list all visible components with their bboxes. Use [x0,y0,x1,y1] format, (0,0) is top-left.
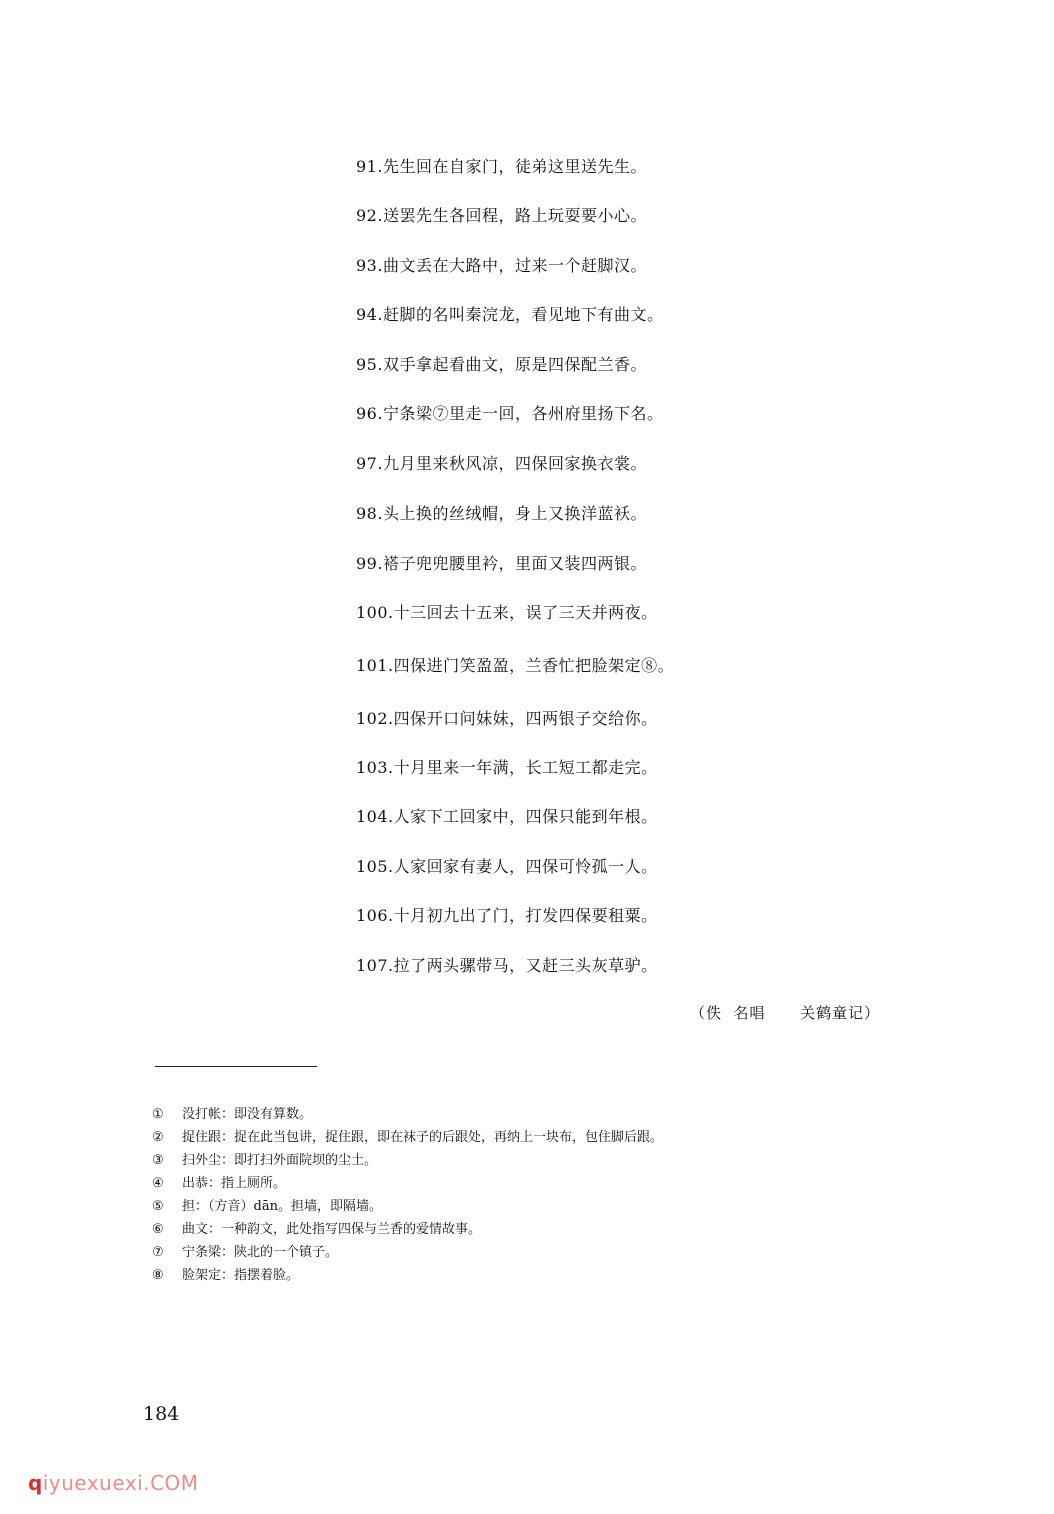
footnote-text: 曲文：一种韵文，此处指写四保与兰香的爱情故事。 [182,1222,482,1237]
footnote-item [152,1152,377,1170]
verse-line: 98.头上换的丝绒帽，身上又换洋蓝袄。 [356,504,647,523]
footnote-mark: ④ [152,1176,164,1191]
verse-line: 97.九月里来秋风凉，四保回家换衣裳。 [356,454,647,473]
watermark-text: iyuexuexi.COM [42,1471,199,1495]
watermark-initial: q [28,1471,43,1495]
footnote-mark: ① [152,1107,164,1122]
footnote-item [152,1244,338,1262]
footnote-mark: ⑤ [152,1199,164,1214]
footnote-item [152,1198,382,1216]
footnote-item [152,1267,299,1285]
verse-line: 95.双手拿起看曲文，原是四保配兰香。 [356,355,647,374]
footnote-text: 担：（方音）dān。担墙，即隔墙。 [182,1199,382,1214]
verse-line: 102.四保开口问妹妹，四两银子交给你。 [356,709,658,728]
footnote-mark: ② [152,1130,164,1145]
footnote-text: 没打帐：即没有算数。 [182,1107,313,1122]
footnote-item [152,1175,286,1193]
verse-line: 101.四保进门笑盈盈，兰香忙把脸架定⑧。 [356,656,675,675]
verse-line: 106.十月初九出了门，打发四保要租粟。 [356,906,658,925]
footnote-item [152,1106,312,1124]
verse-line: 105.人家回家有妻人，四保可怜孤一人。 [356,857,658,876]
footnote-mark: ③ [152,1153,164,1168]
verse-line: 91.先生回在自家门，徒弟这里送先生。 [356,157,647,176]
footnote-item [152,1129,663,1147]
footnote-text: 捉住跟：捉在此当包讲，捉住跟，即在袜子的后跟处，再纳上一块布，包住脚后跟。 [182,1130,664,1145]
footnote-item [152,1221,481,1239]
footnote-text: 宁条梁：陕北的一个镇子。 [182,1245,339,1260]
footnote-text: 脸架定：指摆着脸。 [182,1268,300,1283]
footnote-mark: ⑦ [152,1245,164,1260]
verse-line: 92.送罢先生各回程，路上玩耍要小心。 [356,206,647,225]
verse-line: 103.十月里来一年满，长工短工都走完。 [356,758,658,777]
verse-line: 96.宁条梁⑦里走一回，各州府里扬下名。 [356,404,664,423]
page-number: 184 [143,1403,180,1425]
verse-line: 93.曲文丢在大路中，过来一个赶脚汉。 [356,256,647,275]
footnote-mark: ⑧ [152,1268,164,1283]
footnote-divider [155,1066,317,1067]
footnote-text: 出恭：指上厕所。 [182,1176,287,1191]
verse-line: 104.人家下工回家中，四保只能到年根。 [356,807,658,826]
performer-credit: （佚 名唱 关鹤童记） [690,1004,881,1022]
site-watermark [28,1471,199,1495]
footnote-text: 扫外尘：即打扫外面院坝的尘土。 [182,1153,378,1168]
verse-line: 107.拉了两头骡带马，又赶三头灰草驴。 [356,956,658,975]
verse-line: 94.赶脚的名叫秦浣龙，看见地下有曲文。 [356,305,664,324]
verse-line: 100.十三回去十五来，误了三天并两夜。 [356,603,658,622]
verse-line: 99.褡子兜兜腰里衿，里面又装四两银。 [356,554,647,573]
footnote-mark: ⑥ [152,1222,164,1237]
